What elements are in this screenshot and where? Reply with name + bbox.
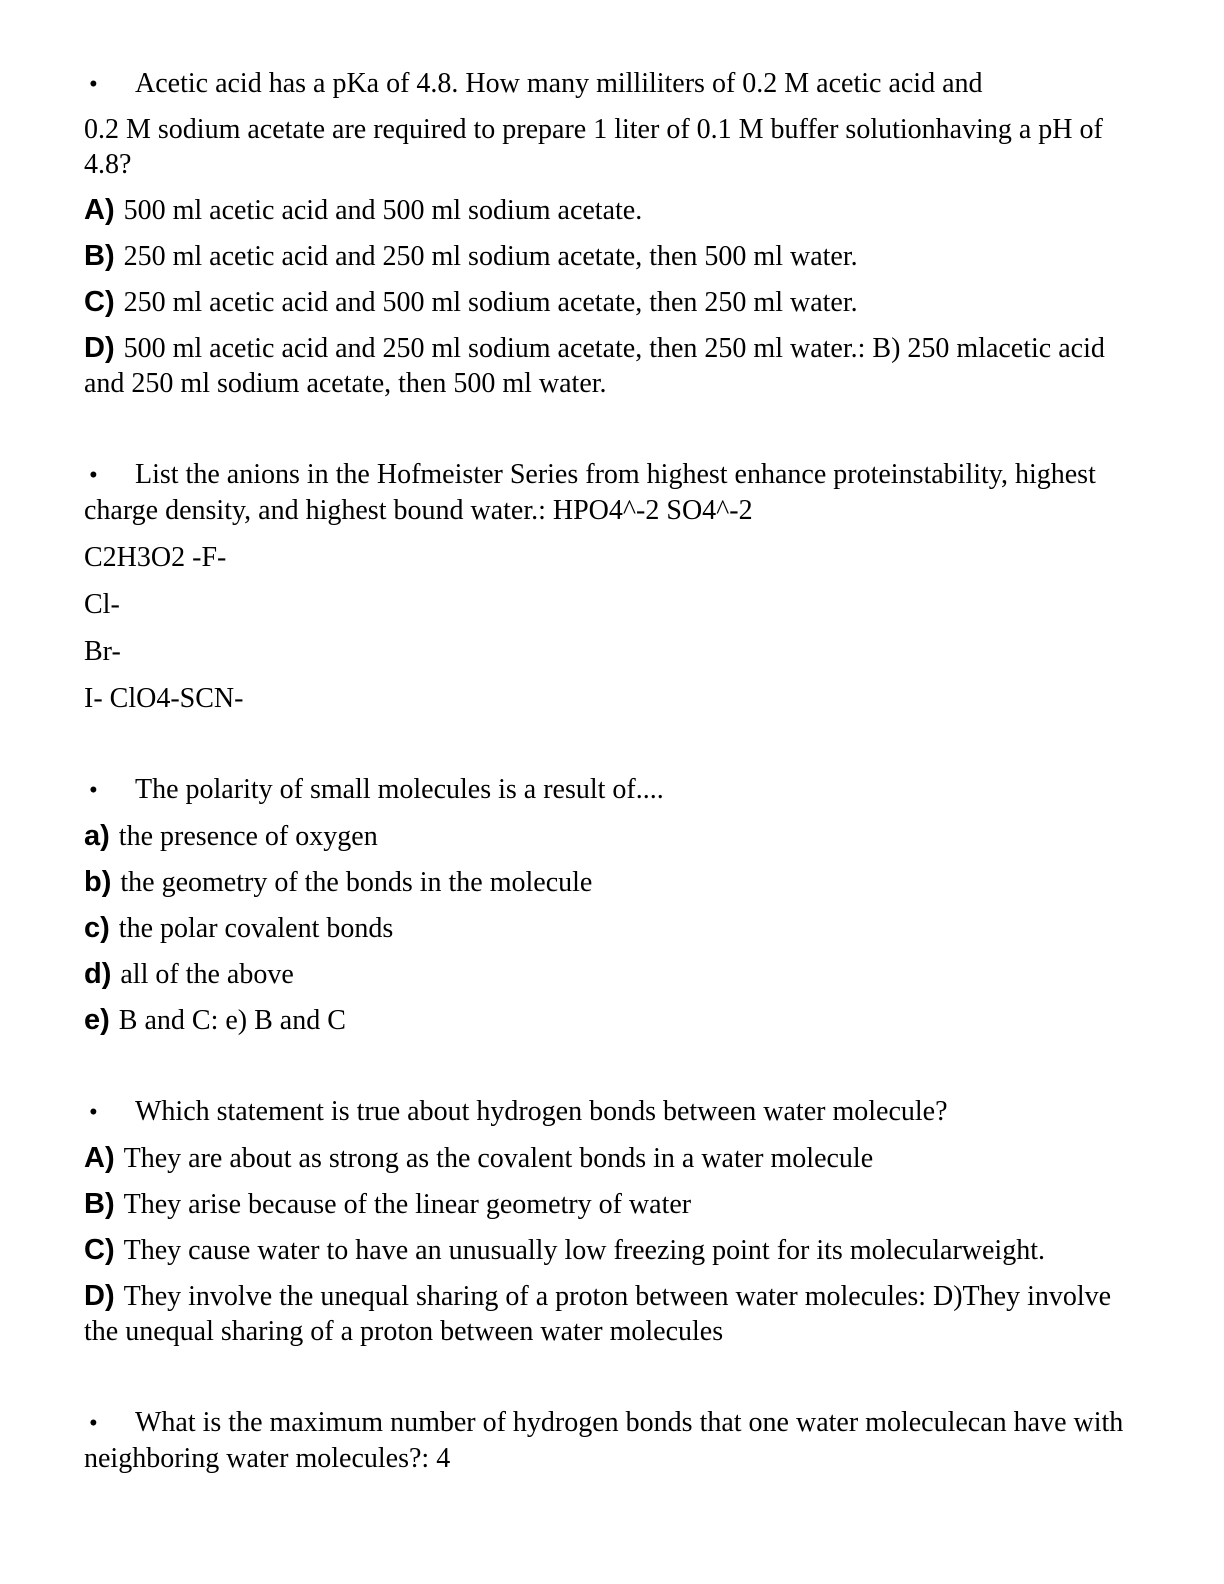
- option-letter: B): [84, 1188, 115, 1220]
- option-text: They cause water to have an unusually low freezing point for its molecularweight.: [123, 1235, 1045, 1266]
- option-letter: c): [84, 912, 110, 944]
- option-letter: D): [84, 1280, 115, 1312]
- answer-line: Cl-: [84, 589, 120, 620]
- answer-option: [84, 1279, 1140, 1349]
- answer-option: [84, 1233, 1140, 1268]
- option-letter: C): [84, 286, 115, 318]
- answer-option: [84, 957, 1140, 992]
- option-text: the presence of oxygen: [118, 821, 378, 852]
- option-text: They arise because of the linear geometry of water: [123, 1189, 692, 1220]
- option-text: 500 ml acetic acid and 250 ml sodium acetate, then 250 ml water.: B) 250 mlacetic acid and 250 ml sodium acetate, then 500 ml water.: [84, 333, 1105, 399]
- option-letter: b): [84, 866, 112, 898]
- answer-option: [84, 1003, 1140, 1038]
- option-text: the geometry of the bonds in the molecule: [120, 867, 593, 898]
- question-prompt-continuation: 0.2 M sodium acetate are required to prepare 1 liter of 0.1 M buffer solutionhaving a pH of 4.8?: [84, 114, 1103, 180]
- option-text: the polar covalent bonds: [118, 913, 394, 944]
- answer-option: [84, 239, 1140, 274]
- answer-line: C2H3O2 -F-: [84, 542, 227, 573]
- option-letter: e): [84, 1004, 110, 1036]
- question-prompt-text: The polarity of small molecules is a result of....: [135, 774, 664, 805]
- option-text: They are about as strong as the covalent bonds in a water molecule: [123, 1143, 874, 1174]
- question-prompt-text: Which statement is true about hydrogen bonds between water molecule?: [135, 1096, 948, 1127]
- question-block: [84, 1405, 1140, 1476]
- option-letter: a): [84, 820, 110, 852]
- question-prompt: [84, 66, 1140, 102]
- list-bullet-icon: •: [89, 1099, 98, 1126]
- answer-option: [84, 1141, 1140, 1176]
- question-prompt-text: List the anions in the Hofmeister Series from highest enhance proteinstability, highest charge density, and highest bound water.: HPO4^-2 SO4^-2: [84, 459, 1096, 526]
- answer-option: [84, 331, 1140, 401]
- question-block: [84, 66, 1140, 401]
- answer-option: [84, 911, 1140, 946]
- option-text: B and C: e) B and C: [118, 1005, 346, 1036]
- answer-option: [84, 1187, 1140, 1222]
- answer-line: I- ClO4-SCN-: [84, 683, 244, 714]
- answer-option: [84, 819, 1140, 854]
- option-letter: d): [84, 958, 112, 990]
- question-block: [84, 1094, 1140, 1349]
- list-bullet-icon: •: [89, 777, 98, 804]
- option-letter: B): [84, 240, 115, 272]
- question-prompt: [84, 457, 1140, 528]
- list-bullet-icon: •: [89, 71, 98, 98]
- option-text: all of the above: [120, 959, 294, 990]
- question-list: [84, 66, 1140, 1476]
- question-prompt: [84, 772, 1140, 808]
- question-prompt-text: Acetic acid has a pKa of 4.8. How many milliliters of 0.2 M acetic acid and: [135, 68, 983, 99]
- question-prompt: [84, 1094, 1140, 1130]
- option-text: 250 ml acetic acid and 250 ml sodium acetate, then 500 ml water.: [123, 241, 858, 272]
- answer-option: [84, 285, 1140, 320]
- list-bullet-icon: •: [89, 1410, 98, 1437]
- answer-option: [84, 193, 1140, 228]
- list-bullet-icon: •: [89, 462, 98, 489]
- answer-option: [84, 865, 1140, 900]
- option-letter: A): [84, 194, 115, 226]
- option-text: They involve the unequal sharing of a proton between water molecules: D)They involve the unequal sharing of a proton between water molecules: [84, 1281, 1112, 1347]
- answer-line: Br-: [84, 636, 121, 667]
- option-letter: D): [84, 332, 115, 364]
- option-text: 500 ml acetic acid and 500 ml sodium acetate.: [123, 195, 643, 226]
- question-block: [84, 457, 1140, 716]
- question-prompt-text: What is the maximum number of hydrogen bonds that one water moleculecan have with neighboring water molecules?: 4: [84, 1407, 1124, 1474]
- question-block: [84, 772, 1140, 1038]
- question-prompt: [84, 1405, 1140, 1476]
- option-letter: A): [84, 1142, 115, 1174]
- option-text: 250 ml acetic acid and 500 ml sodium acetate, then 250 ml water.: [123, 287, 858, 318]
- option-letter: C): [84, 1234, 115, 1266]
